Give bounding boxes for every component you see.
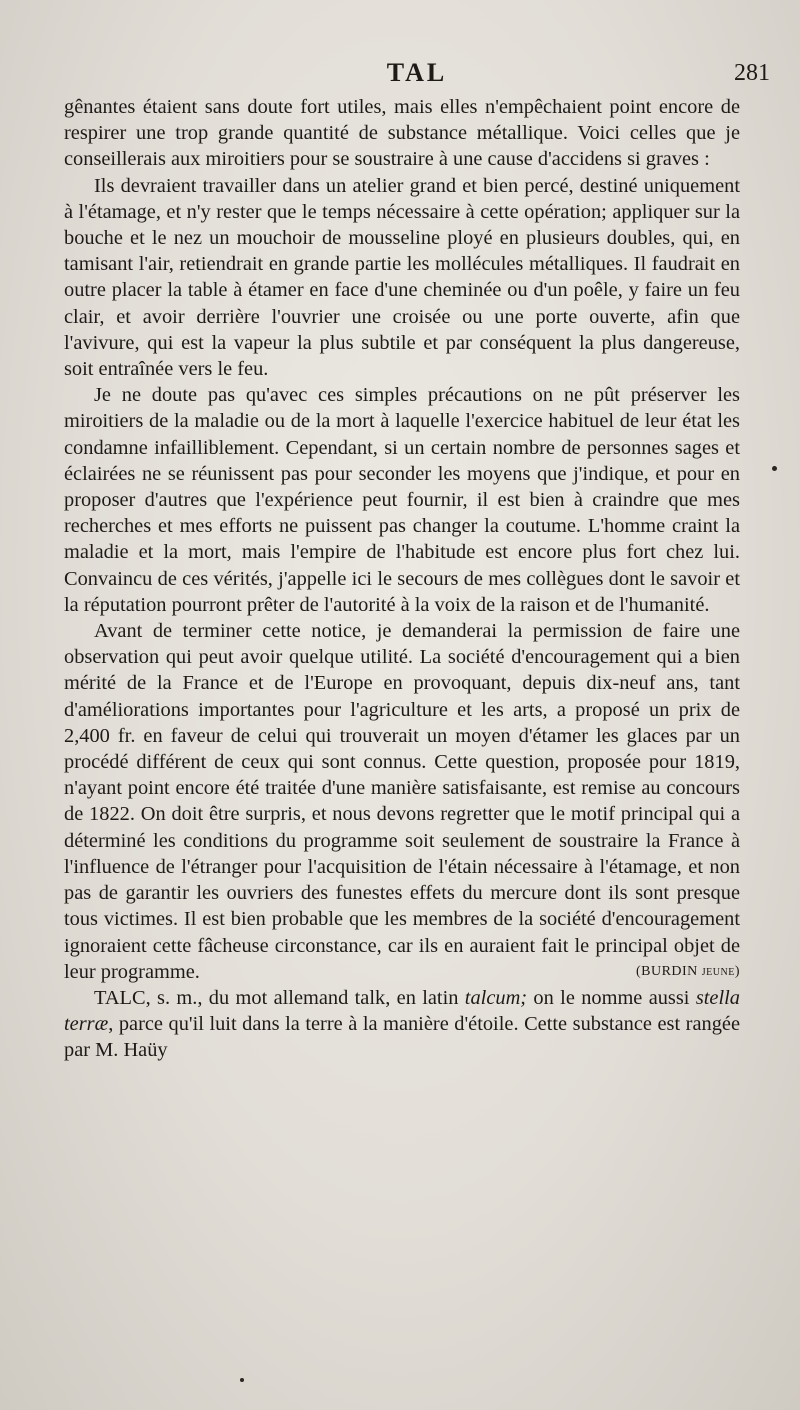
entry-text-a: , s. m., du mot allemand talk, en latin [145,986,465,1009]
entry-text-c: , parce qu'il luit dans la terre à la manière d'étoile. Cette substance est rangée par M. Haüy [64,1013,740,1062]
author-signature: (BURDIN jeune) [635,963,740,979]
paragraph-4 [64,618,740,985]
paragraph-3: Je ne doute pas qu'avec ces simples précautions on ne pût préserver les miroitiers de la maladie ou de la mort à laquelle l'exercice habituel de leur état les condamne infailliblement. Cependant, si un certain nombre de personnes sages et éclairées ne se réunissent pas pour seconder les moyens que j'indique, et pour en proposer d'autres que l'expérience peut fournir, il est bien à craindre que mes recherches et mes efforts ne puissent pas changer la coutume. L'homme craint la maladie et la mort, mais l'empire de l'habitude est encore plus fort chez lui. Convaincu de ces vérités, j'appelle ici le secours de mes collègues dont le savoir et la réputation pourront prêter de l'autorité à la voix de la raison et de l'humanité. [64,384,740,616]
paragraph-2: Ils devraient travailler dans un atelier grand et bien percé, destiné uniquement à l'étamage, et n'y rester que le temps nécessaire à cette opération; appliquer sur la bouche et le nez un mouchoir de mousseline ployé en plusieurs doubles, qui, en tamisant l'air, retiendrait en grande partie les mollécules métalliques. Il faudrait en outre placer la table à étamer en face d'une cheminée ou d'un poêle, y faire un feu clair, et avoir derrière l'ouvrier une croisée ou une porte ouverte, afin que l'avivure, qui est la vapeur la plus subtile et par conséquent la plus dangereuse, soit entraînée vers le feu. [64,174,740,381]
latin-term-talcum: talcum; [464,986,528,1009]
page-header [64,58,770,92]
entry-headword: TALC [94,986,146,1009]
body-text [64,94,740,1064]
ink-speck [240,1378,244,1382]
paragraph-1: gênantes étaient sans doute fort utiles, mais elles n'empêchaient point encore de respirer une trop grande quantité de substance métallique. Voici celles que je conseillerais aux miroitiers pour se soustraire à une cause d'accidens si graves : [64,96,740,171]
running-head: TAL [386,58,448,87]
paragraph-5 [64,985,740,1064]
latin-term-stella-terrae: stella terræ [64,986,740,1036]
paragraph-4-text: Avant de terminer cette notice, je demanderai la permission de faire une observation qui peut avoir quelque utilité. La société d'encouragement qui a bien mérité de la France et de l'Europe en provoquant, depuis dix-neuf ans, tant d'améliorations importantes pour l'agriculture et les arts, a proposé un prix de 2,400 fr. en faveur de celui qui trouverait un moyen d'étamer les glaces par un procédé différent de ceux qui sont connus. Cette question, proposée pour 1819, n'ayant point encore été traitée d'une manière satisfaisante, est remise au concours de 1822. On doit être surpris, et nous devons regretter que le motif principal qui a déterminé les conditions du programme soit seulement de soustraire la France à l'influence de l'étranger pour l'acquisition de l'étain nécessaire à l'étamage, et non pas de garantir les ouvriers des funestes effets du mercure dont ils sont presque tous victimes. Il est bien probable que les membres de la société d'encouragement ignoraient cette fâcheuse circonstance, car ils en auraient fait le principal objet de leur programme. [64,620,740,983]
ink-speck [772,466,777,471]
page-number: 281 [734,60,770,86]
entry-text-b: on le nomme aussi [527,986,696,1009]
